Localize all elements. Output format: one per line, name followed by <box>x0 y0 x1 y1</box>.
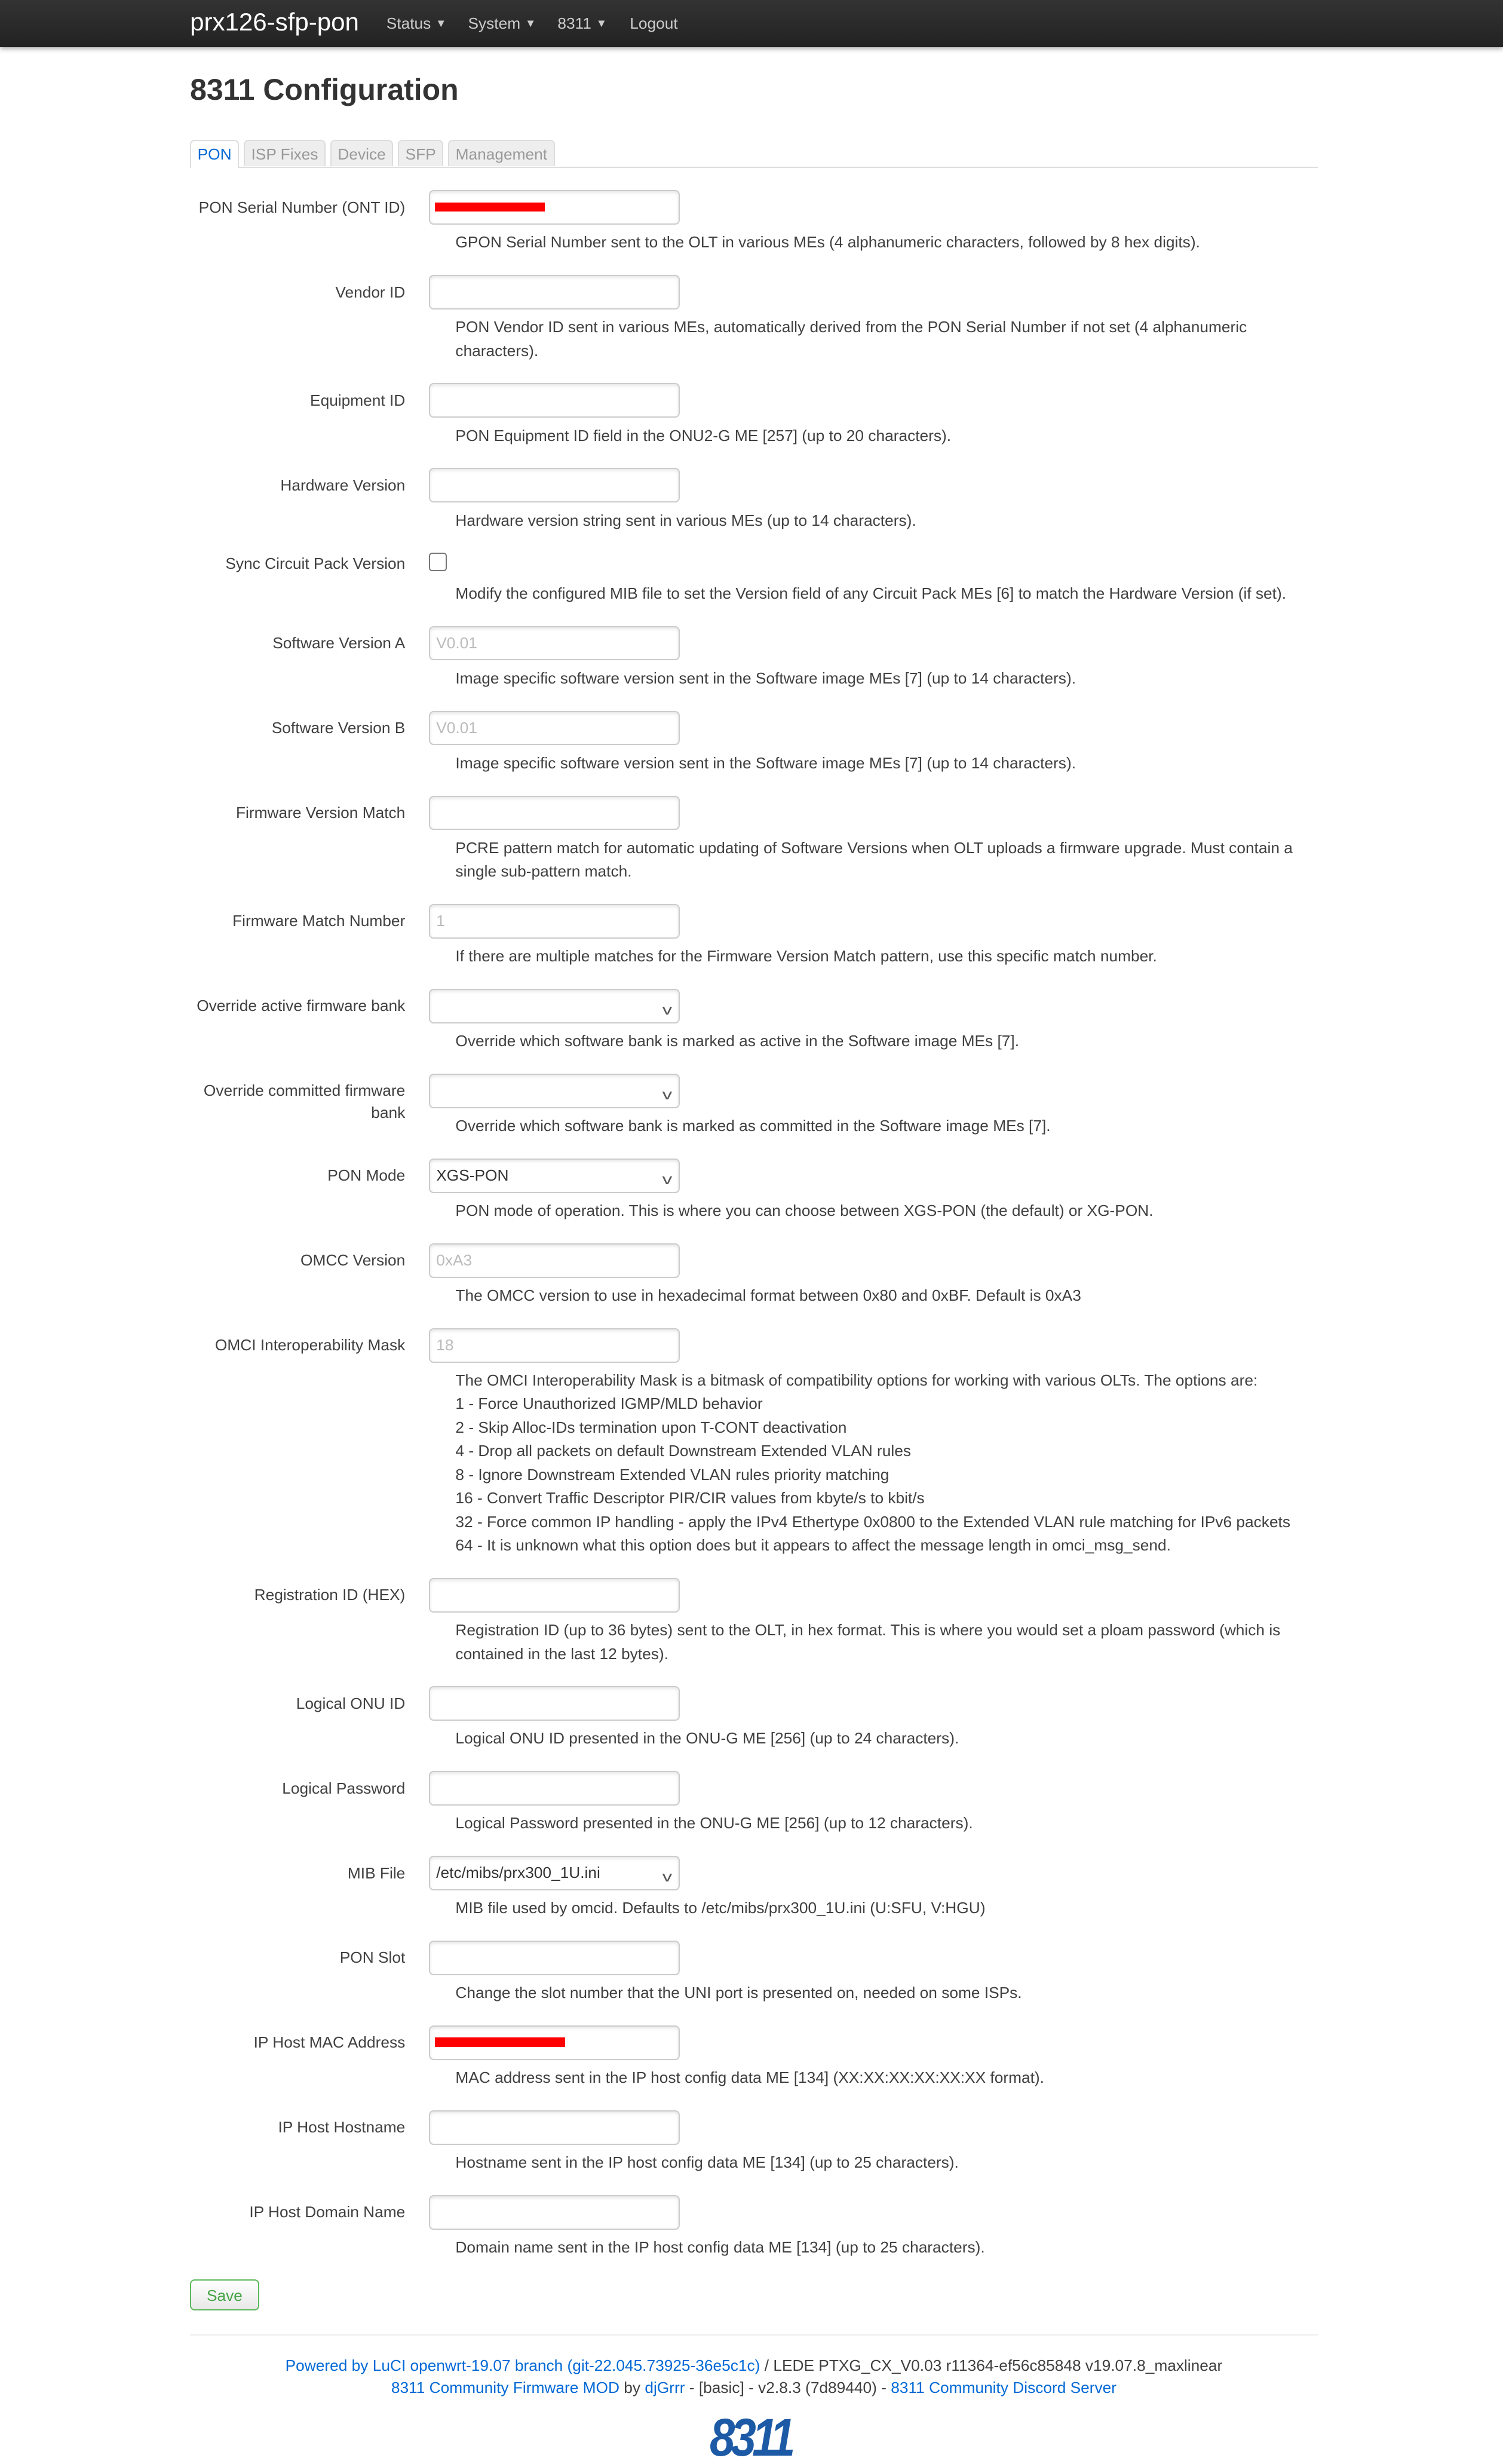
field-row-ip-host-mac-address <box>190 2025 1318 2090</box>
field-row-pon-slot <box>190 1941 1318 2005</box>
field-control <box>429 2195 1318 2230</box>
description-line: The OMCI Interoperability Mask is a bitmask of compatibility options for working with various OLTs. The options are: <box>455 1371 1258 1390</box>
description-line: Image specific software version sent in the Software image MEs [7] (up to 14 characters). <box>455 753 1076 772</box>
nav-label: Logout <box>630 14 678 32</box>
field-control <box>429 1074 1318 1108</box>
field-row-vendor-id <box>190 275 1318 363</box>
field-row-firmware-match-number <box>190 904 1318 969</box>
mib-file-select[interactable] <box>429 1856 680 1890</box>
description-line: 4 - Drop all packets on default Downstream Extended VLAN rules <box>455 1442 911 1460</box>
field-value: /etc/mibs/prx300_1U.ini <box>436 1864 600 1882</box>
field-description <box>455 1812 1303 1835</box>
description-line: Hardware version string sent in various MEs (up to 14 characters). <box>455 511 916 529</box>
field-row-mib-file <box>190 1856 1318 1920</box>
field-label: Vendor ID <box>335 283 406 301</box>
description-line: Logical Password presented in the ONU-G ME [256] (up to 12 characters). <box>455 1814 973 1832</box>
field-placeholder: V0.01 <box>436 633 477 652</box>
field-control <box>429 275 1318 309</box>
redaction-bar <box>435 2037 565 2047</box>
pon-config-form <box>190 190 1318 2280</box>
field-description <box>455 1896 1303 1920</box>
description-line: 8 - Ignore Downstream Extended VLAN rules priority matching <box>455 1465 889 1484</box>
footer-line-2 <box>190 2377 1318 2399</box>
field-placeholder: V0.01 <box>436 718 477 737</box>
field-label: Equipment ID <box>310 391 406 409</box>
description-line: Logical ONU ID presented in the ONU-G ME [256] (up to 24 characters). <box>455 1729 959 1748</box>
hardware-version-input[interactable] <box>429 468 680 502</box>
field-control <box>429 1159 1318 1193</box>
field-label: IP Host Domain Name <box>249 2203 406 2221</box>
override-committed-firmware-bank-select[interactable] <box>429 1074 680 1108</box>
nav-label: Status <box>386 14 431 32</box>
description-line: Hostname sent in the IP host config data ME [134] (up to 25 characters). <box>455 2153 959 2172</box>
field-control <box>429 553 1318 571</box>
tab-pon[interactable]: PON <box>190 140 239 168</box>
field-row-override-committed-firmware-bank <box>190 1074 1318 1138</box>
field-label: Sync Circuit Pack Version <box>225 554 406 573</box>
field-row-software-version-a <box>190 626 1318 691</box>
field-row-logical-onu-id <box>190 1686 1318 1751</box>
description-line: Image specific software version sent in the Software image MEs [7] (up to 14 characters). <box>455 669 1076 687</box>
field-description <box>455 315 1303 363</box>
field-description <box>455 2151 1303 2174</box>
software-version-b-input[interactable] <box>429 711 680 746</box>
field-row-pon-serial-number-ont-id <box>190 190 1318 255</box>
omci-interoperability-mask-input[interactable] <box>429 1328 680 1363</box>
firmware-match-number-input[interactable] <box>429 904 680 939</box>
field-row-ip-host-domain-name <box>190 2195 1318 2260</box>
equipment-id-input[interactable] <box>429 383 680 418</box>
build-info: / LEDE PTXG_CX_V0.03 r11364-ef56c85848 v19.07.8_maxlinear <box>760 2356 1223 2375</box>
tab-device[interactable]: Device <box>330 140 393 166</box>
field-label: MIB File <box>347 1864 406 1882</box>
field-control <box>429 1578 1318 1613</box>
description-line: 2 - Skip Alloc-IDs termination upon T-CONT deactivation <box>455 1418 847 1436</box>
firmware-version-match-input[interactable] <box>429 796 680 830</box>
field-description <box>455 2236 1303 2259</box>
field-control <box>429 190 1318 225</box>
override-active-firmware-bank-select[interactable] <box>429 989 680 1023</box>
field-row-logical-password <box>190 1771 1318 1835</box>
field-control <box>429 1243 1318 1278</box>
field-control <box>429 468 1318 502</box>
field-control <box>429 1686 1318 1721</box>
field-control <box>429 989 1318 1023</box>
field-row-omci-interoperability-mask <box>190 1328 1318 1558</box>
vendor-id-input[interactable] <box>429 275 680 309</box>
field-description <box>455 836 1303 884</box>
field-row-registration-id-hex <box>190 1578 1318 1666</box>
chevron-down-icon: v <box>662 1172 673 1188</box>
field-label: Hardware Version <box>280 476 406 494</box>
sync-circuit-pack-version-checkbox[interactable] <box>429 553 447 571</box>
field-control <box>429 904 1318 939</box>
omcc-version-input[interactable] <box>429 1243 680 1278</box>
field-row-hardware-version <box>190 468 1318 532</box>
field-description <box>455 1727 1303 1750</box>
field-description <box>455 424 1303 448</box>
field-description <box>455 752 1303 775</box>
field-row-ip-host-hostname <box>190 2110 1318 2175</box>
description-line: PON Vendor ID sent in various MEs, automatically derived from the PON Serial Number if not set (4 alphanumeric characters). <box>455 318 1247 360</box>
field-description <box>455 667 1303 690</box>
luci-link[interactable]: Powered by LuCI openwrt-19.07 branch (git-22.045.73925-36e5c1c) <box>285 2356 760 2375</box>
field-control <box>429 796 1318 830</box>
field-description <box>455 1369 1303 1558</box>
tab-management[interactable]: Management <box>448 140 554 166</box>
chevron-down-icon: v <box>662 1002 673 1018</box>
version-text: - [basic] - v2.8.3 (7d89440) - <box>685 2378 891 2396</box>
field-description <box>455 2066 1303 2089</box>
field-description <box>455 945 1303 968</box>
field-label: PON Mode <box>327 1166 406 1185</box>
logical-onu-id-input[interactable] <box>429 1686 680 1721</box>
field-description <box>455 582 1303 605</box>
field-control <box>429 1328 1318 1363</box>
field-description <box>455 1114 1303 1138</box>
redaction-bar <box>435 203 545 212</box>
field-description <box>455 1981 1303 2005</box>
caret-down-icon: ▼ <box>524 17 536 30</box>
footer-divider <box>190 2334 1318 2336</box>
brand-link[interactable]: prx126-sfp-pon <box>190 8 359 36</box>
field-description <box>455 1029 1303 1053</box>
field-label: Override committed firmware bank <box>203 1081 406 1122</box>
footer-line-1 <box>190 2355 1318 2377</box>
field-control <box>429 1941 1318 1975</box>
registration-id-hex-input[interactable] <box>429 1578 680 1613</box>
community-firmware-link[interactable]: 8311 Community Firmware MOD <box>391 2378 619 2396</box>
field-placeholder: 1 <box>436 911 445 930</box>
field-label: PON Slot <box>339 1948 406 1967</box>
discord-link[interactable]: 8311 Community Discord Server <box>891 2378 1117 2396</box>
field-row-omcc-version <box>190 1243 1318 1308</box>
8311-logo: 8311 <box>710 2407 792 2463</box>
ip-host-mac-address-input[interactable] <box>429 2025 680 2060</box>
field-label: IP Host Hostname <box>278 2118 406 2137</box>
field-row-pon-mode <box>190 1159 1318 1223</box>
caret-down-icon: ▼ <box>596 17 607 30</box>
field-placeholder: 18 <box>436 1335 454 1354</box>
pon-slot-input[interactable] <box>429 1941 680 1975</box>
field-row-equipment-id <box>190 383 1318 448</box>
tab-sfp[interactable]: SFP <box>398 140 443 166</box>
description-line: GPON Serial Number sent to the OLT in various MEs (4 alphanumeric characters, followed by 8 hex digits). <box>455 233 1200 252</box>
field-label: Software Version B <box>271 719 406 737</box>
caret-down-icon: ▼ <box>435 17 447 30</box>
description-line: MAC address sent in the IP host config data ME [134] (XX:XX:XX:XX:XX:XX format). <box>455 2068 1044 2087</box>
description-line: MIB file used by omcid. Defaults to /etc/mibs/prx300_1U.ini (U:SFU, V:HGU) <box>455 1899 986 1917</box>
field-control <box>429 1771 1318 1806</box>
software-version-a-input[interactable] <box>429 626 680 661</box>
field-placeholder: 0xA3 <box>436 1251 473 1269</box>
description-line: 32 - Force common IP handling - apply the IPv4 Ethertype 0x0800 to the Extended VLAN rule matching for IPv6 packets <box>455 1512 1290 1531</box>
field-description <box>455 1619 1303 1666</box>
nav-system[interactable] <box>468 14 536 33</box>
field-row-software-version-b <box>190 711 1318 776</box>
description-line: 1 - Force Unauthorized IGMP/MLD behavior <box>455 1395 763 1413</box>
field-value: XGS-PON <box>436 1166 509 1184</box>
nav-label: 8311 <box>557 14 591 32</box>
chevron-down-icon: v <box>662 1087 673 1103</box>
description-line: Modify the configured MIB file to set the Version field of any Circuit Pack MEs [6] to match the Hardware Version (if set). <box>455 584 1287 603</box>
description-line: 64 - It is unknown what this option does but it appears to affect the message length in omci_msg_send. <box>455 1536 1171 1555</box>
field-label: Software Version A <box>272 634 406 652</box>
description-line: Registration ID (up to 36 bytes) sent to the OLT, in hex format. This is where you would set a ploam password (which is contained in the last 12 bytes). <box>455 1621 1281 1663</box>
description-line: Change the slot number that the UNI port is presented on, needed on some ISPs. <box>455 1984 1022 2002</box>
field-label: Firmware Version Match <box>235 804 406 822</box>
page-title: 8311 Configuration <box>190 72 459 106</box>
field-control <box>429 1856 1318 1890</box>
field-row-override-active-firmware-bank <box>190 989 1318 1053</box>
field-label: OMCC Version <box>300 1251 406 1270</box>
field-control <box>429 2110 1318 2145</box>
field-control <box>429 383 1318 418</box>
field-label: IP Host MAC Address <box>253 2033 406 2052</box>
description-line: PCRE pattern match for automatic updating of Software Versions when OLT uploads a firmware upgrade. Must contain a single sub-pattern match. <box>455 838 1293 881</box>
description-line: PON Equipment ID field in the ONU2-G ME [257] (up to 20 characters). <box>455 426 952 445</box>
logical-password-input[interactable] <box>429 1771 680 1806</box>
nav-8311[interactable] <box>557 14 607 33</box>
description-line: Override which software bank is marked as active in the Software image MEs [7]. <box>455 1032 1020 1050</box>
field-label: Logical Password <box>282 1779 406 1797</box>
field-description <box>455 1199 1303 1222</box>
nav-label: System <box>468 14 521 32</box>
ip-host-hostname-input[interactable] <box>429 2110 680 2145</box>
field-label: OMCI Interoperability Mask <box>214 1336 406 1354</box>
navbar <box>0 0 1503 47</box>
field-label: Override active firmware bank <box>197 997 406 1015</box>
field-control <box>429 2025 1318 2060</box>
description-line: Override which software bank is marked as committed in the Software image MEs [7]. <box>455 1117 1051 1135</box>
field-label: Firmware Match Number <box>232 912 406 930</box>
field-control <box>429 626 1318 661</box>
nav-status[interactable] <box>387 14 447 33</box>
footer-text: by <box>619 2378 645 2396</box>
field-description <box>455 1284 1303 1307</box>
description-line: Domain name sent in the IP host config data ME [134] (up to 25 characters). <box>455 2238 985 2257</box>
nav-logout[interactable] <box>630 14 677 33</box>
field-label: Registration ID (HEX) <box>254 1586 406 1604</box>
ip-host-domain-name-input[interactable] <box>429 2195 680 2230</box>
description-line: PON mode of operation. This is where you can choose between XGS-PON (the default) or XG-PON. <box>455 1202 1154 1220</box>
tab-isp-fixes[interactable]: ISP Fixes <box>244 140 326 166</box>
field-label: PON Serial Number (ONT ID) <box>198 198 406 216</box>
chevron-down-icon: v <box>662 1869 673 1885</box>
pon-serial-number-ont-id-input[interactable] <box>429 190 680 225</box>
field-row-sync-circuit-pack-version <box>190 553 1318 605</box>
field-description <box>455 231 1303 254</box>
description-line: The OMCC version to use in hexadecimal format between 0x80 and 0xBF. Default is 0xA3 <box>455 1286 1081 1305</box>
description-line: If there are multiple matches for the Firmware Version Match pattern, use this specific match number. <box>455 947 1157 966</box>
djgrrr-link[interactable]: djGrrr <box>645 2378 685 2396</box>
field-row-firmware-version-match <box>190 796 1318 884</box>
tab-bar <box>190 140 1318 168</box>
field-label: Logical ONU ID <box>296 1694 406 1712</box>
description-line: 16 - Convert Traffic Descriptor PIR/CIR values from kbyte/s to kbit/s <box>455 1489 925 1507</box>
pon-mode-select[interactable] <box>429 1159 680 1193</box>
save-button[interactable]: Save <box>190 2279 259 2311</box>
field-description <box>455 509 1303 532</box>
field-control <box>429 711 1318 746</box>
